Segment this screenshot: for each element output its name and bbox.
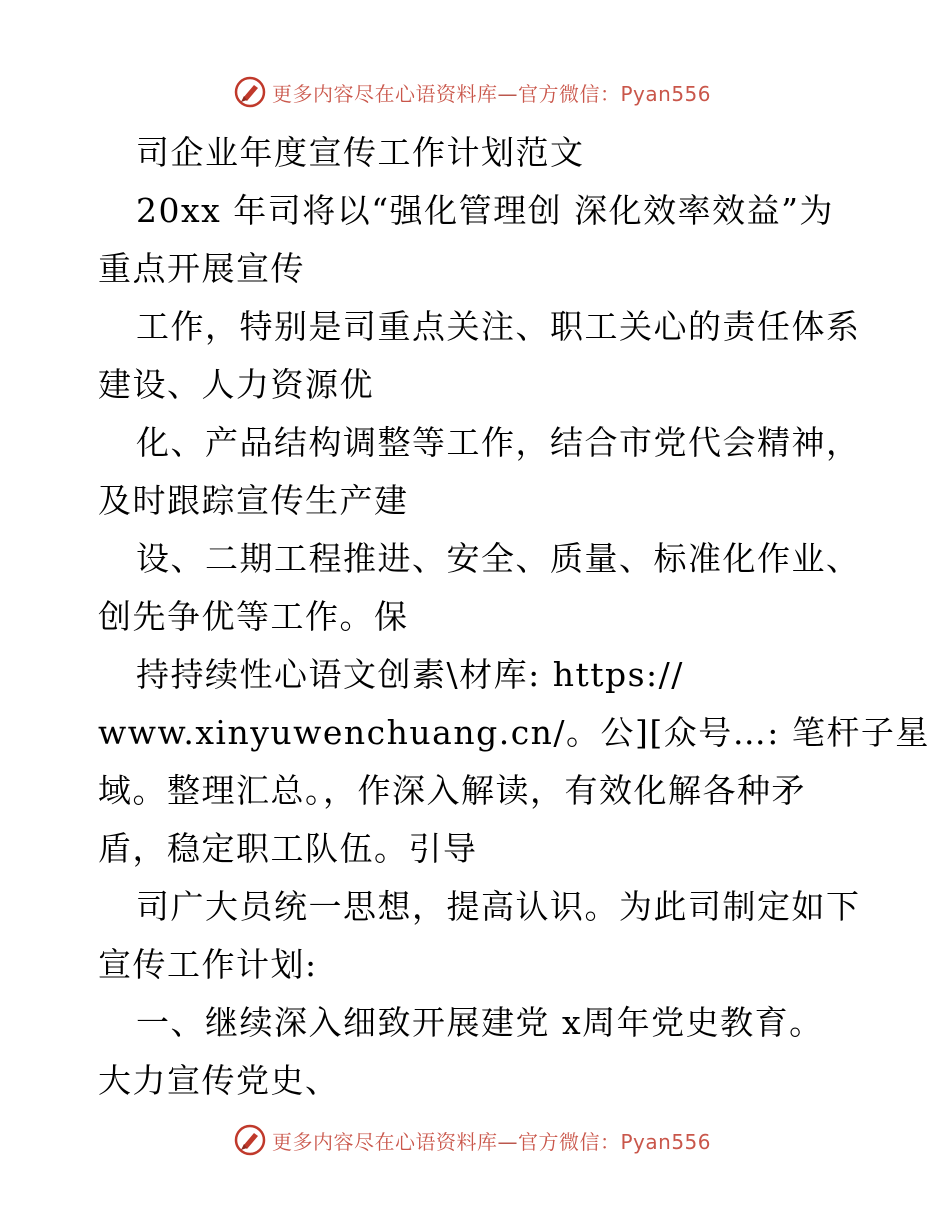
paragraph-line: 盾，稳定职工队伍。引导 bbox=[98, 829, 478, 868]
document-body bbox=[98, 124, 930, 1110]
banner-text bbox=[272, 78, 711, 107]
paragraph-line: 工作，特别是司重点关注、职工关心的责任体系 bbox=[136, 307, 861, 346]
banner-wechat-text: 官方微信：Pyan556 bbox=[518, 81, 712, 106]
paragraph-line: 域。整理汇总。，作深入解读，有效化解各种矛 bbox=[98, 771, 806, 810]
paragraph-line: 持持续性心语文创素\材库: https:// bbox=[136, 655, 684, 694]
paragraph-line: 司广大员统一思想，提高认识。为此司制定如下 bbox=[136, 887, 861, 926]
paragraph-line: 及时跟踪宣传生产建 bbox=[98, 481, 409, 520]
banner-site-text: 更多内容尽在心语资料库 bbox=[272, 81, 498, 106]
banner-separator: — bbox=[497, 1129, 518, 1154]
paragraph-line: 20xx 年司将以“强化管理创 深化效率效益”为 bbox=[136, 191, 834, 230]
paragraph-line: 大力宣传党史、 bbox=[98, 1061, 340, 1100]
paragraph-line: 创先争优等工作。保 bbox=[98, 597, 409, 636]
paragraph-line: 设、二期工程推进、安全、质量、标准化作业、 bbox=[136, 539, 861, 578]
banner-wechat-text: 官方微信：Pyan556 bbox=[518, 1129, 712, 1154]
banner-separator: — bbox=[497, 81, 518, 106]
section-heading-line: 一、继续深入细致开展建党 x周年党史教育。 bbox=[136, 1003, 824, 1042]
logo-icon bbox=[234, 1124, 266, 1156]
paragraph-line: 化、产品结构调整等工作，结合市党代会精神， bbox=[136, 423, 861, 462]
paragraph-line: 重点开展宣传 bbox=[98, 249, 305, 288]
document-title: 司企业年度宣传工作计划范文 bbox=[136, 133, 585, 172]
banner-text bbox=[272, 1126, 711, 1155]
banner-site-text: 更多内容尽在心语资料库 bbox=[272, 1129, 498, 1154]
footer-banner bbox=[234, 1120, 711, 1160]
logo-icon bbox=[234, 76, 266, 108]
paragraph-line: 宣传工作计划: bbox=[98, 945, 318, 984]
paragraph-line: 建设、人力资源优 bbox=[98, 365, 374, 404]
header-banner bbox=[234, 72, 711, 112]
paragraph-line: www.xinyuwenchuang.cn/。公][众号…: 笔杆子星 bbox=[98, 713, 930, 752]
